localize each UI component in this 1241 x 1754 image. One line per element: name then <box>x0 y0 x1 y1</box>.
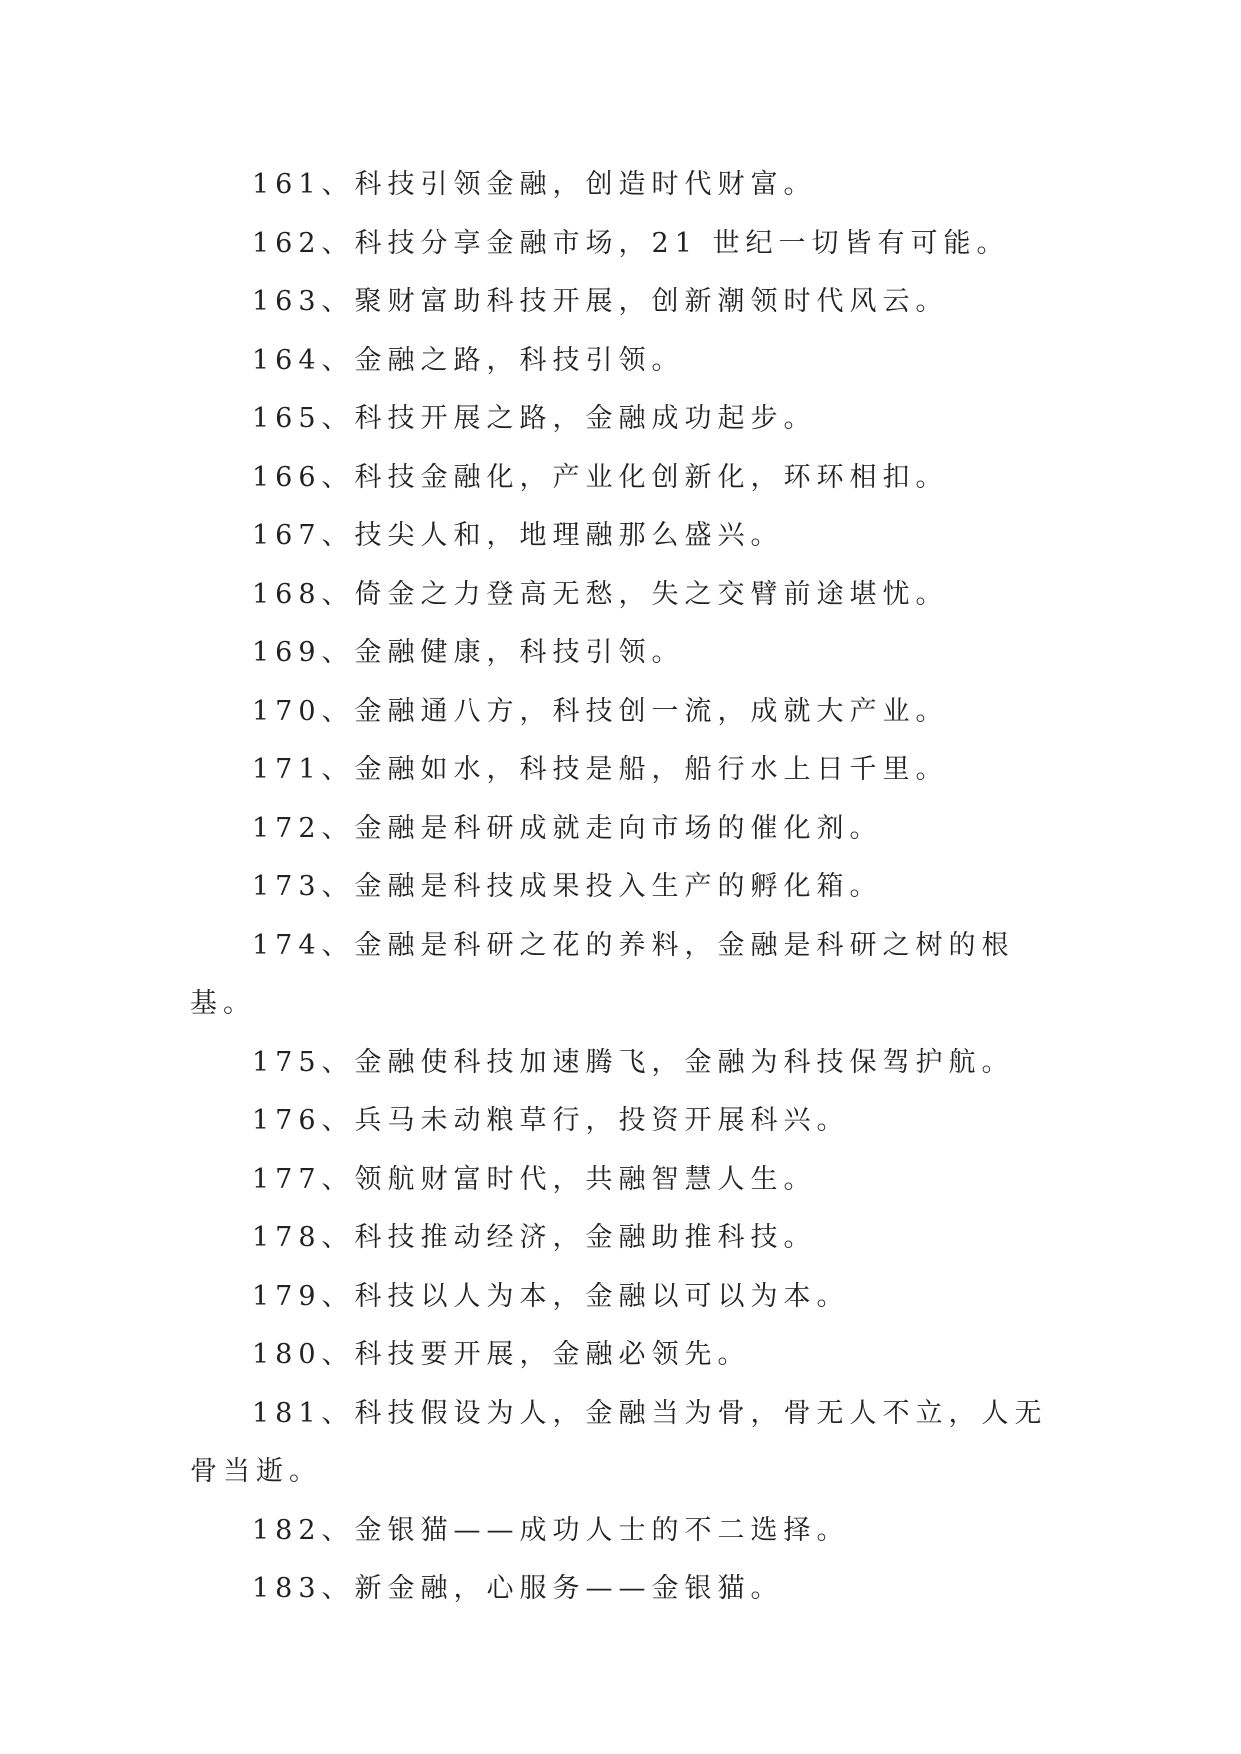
list-item: 182、金银猫——成功人士的不二选择。 <box>252 1514 850 1546</box>
list-item: 179、科技以人为本，金融以可以为本。 <box>252 1280 850 1312</box>
list-item: 169、金融健康，科技引领。 <box>252 637 685 668</box>
list-item: 165、科技开展之路，金融成功起步。 <box>252 403 817 434</box>
list-item: 172、金融是科研成就走向市场的催化剂。 <box>252 812 883 844</box>
document-body <box>190 156 1070 1619</box>
list-item: 173、金融是科技成果投入生产的孵化箱。 <box>252 871 883 902</box>
list-item: 161、科技引领金融，创造时代财富。 <box>252 169 817 200</box>
list-item: 164、金融之路，科技引领。 <box>252 344 685 376</box>
list-item: 178、科技推动经济，金融助推科技。 <box>252 1222 817 1253</box>
list-item: 171、金融如水，科技是船，船行水上日千里。 <box>252 754 949 785</box>
list-item: 168、倚金之力登高无愁，失之交臂前途堪忧。 <box>252 578 949 610</box>
list-item: 174、金融是科研之花的养料，金融是科研之树的根基。 <box>190 929 1015 1019</box>
list-item: 170、金融通八方，科技创一流，成就大产业。 <box>252 695 949 727</box>
list-item: 166、科技金融化，产业化创新化，环环相扣。 <box>252 461 949 493</box>
list-item: 163、聚财富助科技开展，创新潮领时代风云。 <box>252 286 949 317</box>
list-item: 175、金融使科技加速腾飞，金融为科技保驾护航。 <box>252 1046 1015 1078</box>
list-item: 162、科技分享金融市场，21 世纪一切皆有可能。 <box>252 227 1010 259</box>
list-item: 181、科技假设为人，金融当为骨，骨无人不立，人无骨当逝。 <box>190 1397 1048 1487</box>
list-item: 176、兵马未动粮草行，投资开展科兴。 <box>252 1105 850 1136</box>
list-item: 180、科技要开展，金融必领先。 <box>252 1339 751 1370</box>
list-item: 177、领航财富时代，共融智慧人生。 <box>252 1163 817 1195</box>
list-item: 167、技尖人和，地理融那么盛兴。 <box>252 520 784 551</box>
list-item: 183、新金融，心服务——金银猫。 <box>252 1573 784 1604</box>
